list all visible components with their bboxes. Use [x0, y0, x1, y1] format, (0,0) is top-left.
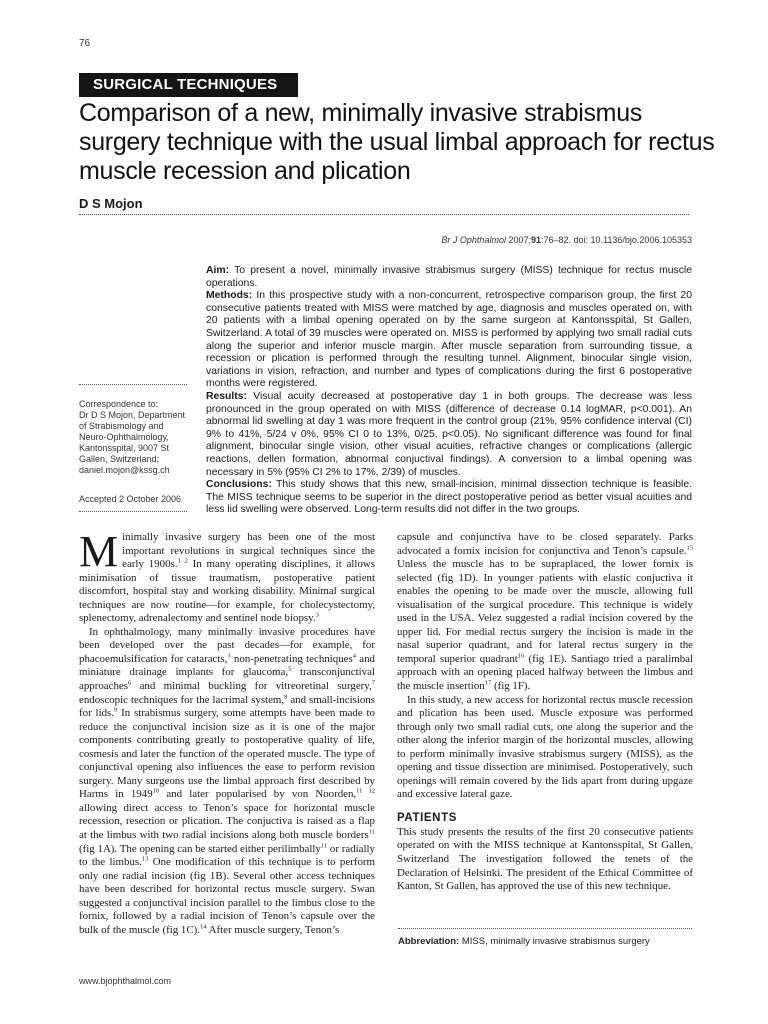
abstract-conclusions: Conclusions: This study shows that this new, small-incision, minimal dissection technique is feasible. The MISS technique seems to be superior in the direct postoperative period as better visual acuities and less lid swelling were observed. Long-term results did not differ in the two groups. [206, 479, 692, 516]
drop-cap: M [79, 527, 119, 576]
abstract-methods: Methods: In this prospective study with a non-concurrent, retrospective comparison group, the first 20 consecutive patients treated with MISS were matched by age, diagnosis and muscles operated on, with 20 patients with a limbal opening operated on by the same surgeon at Kantonsspital, St Gallen, Switzerland. A total of 39 muscles were operated on. MISS is performed by applying two small radial cuts along the superior and inferior muscle margin. After muscle separation from surrounding tissue, a recession or plication is performed through the resulting tunnel. Alignment, binocular single vision, variations in vision, refraction, and number and types of complications during the first 6 postoperative months were registered. [206, 290, 692, 390]
citation-year: 2007; [508, 235, 531, 245]
citation-line [441, 235, 692, 245]
correspondence-block [79, 384, 191, 512]
body-column-right [397, 531, 693, 894]
body-paragraph: Minimally invasive surgery has been one of the most important revolutions in surgical techniques since the early 1900s.$^{1 2}$ In many operating disciplines, it allows minimisation of tissue traumatism, postoperative patient discomfort, hospital stay and working disability. Minimal surgical techniques are now routine—for example, for cholecystectomy, splenectomy, adrenalectomy and sentinel node biopsy.$^3$ [79, 527, 375, 625]
footer-url: www.bjophthalmol.com [79, 976, 172, 986]
correspondence-line: Kantonsspital, 9007 St [79, 443, 170, 453]
correspondence-line: Dr D S Mojon, Department [79, 410, 186, 420]
abbreviation-note: Abbreviation: MISS, minimally invasive strabismus surgery [398, 936, 650, 947]
body-paragraph: In this study, a new access for horizontal rectus muscle recession and plication has been used. Muscle exposure was performed through only two small radial cuts, one along the superior and the other along the inferior margin of the horizontal muscles, allowing to perform minimally invasive strabismus surgery (MISS), as the opening and tissue dissection are minimised. Postoperatively, such openings will remain covered by the lids apart from during upgaze and excessive lateral gaze. [397, 693, 693, 801]
correspondence-email: daniel.mojon@kssg.ch [79, 465, 170, 475]
correspondence-line: of Strabismology and [79, 421, 164, 431]
footnote-divider [398, 928, 692, 929]
body-column-left [79, 527, 376, 937]
author-name: D S Mojon [79, 196, 143, 211]
accepted-date: Accepted 2 October 2006 [79, 494, 182, 504]
citation-doi: :76–82. doi: 10.1136/bjo.2006.105353 [541, 235, 692, 245]
body-paragraph: capsule and conjunctiva have to be closed separately. Parks advocated a fornix incision for conjunctiva and Tenon’s capsule.$^{15}$ Unless the muscle has to be supraplaced, the lower fornix is selected (fig 1D). In younger patients with elastic conjuctiva it enables the opening to be made over the muscle, allowing full visualisation of the surgical procedure. This technique is widely used in the USA. Velez suggested a radial incision covered by the upper lid. For medial rectus surgery the incision is made in the nasal superior quadrant, and for lateral rectus surgery in the temporal superior quadrant$^{16}$ (fig 1E). Santiago tried a paralimbal approach with an opening placed halfway between the limbus and the muscle insertion$^{17}$ (fig 1F). [397, 531, 693, 693]
sidebar-divider [79, 511, 187, 512]
abstract [206, 265, 692, 517]
correspondence-label: Correspondence to: [79, 399, 159, 409]
abstract-results: Results: Visual acuity decreased at postoperative day 1 in both groups. The decrease was less pronounced in the group operated on with MISS (difference of decrease 0.14 logMAR, p<0.001). An abnormal lid swelling at day 1 was more frequent in the control group (21%, 95% confidence interval (CI) 9% to 41%, 5/24 v 0%, 95% CI 0 to 13%, 0/25, p<0.05). No significant difference was found for final alignment, binocular single vision, other visual acuities, refractive changes or complications (allergic reactions, dellen formation, abnormal conjuctival findings). A conversion to a limbal opening was necessary in 5% (95% CI 2% to 17%, 2/39) of muscles. [206, 390, 692, 478]
abstract-aim: Aim: To present a novel, minimally invasive strabismus surgery (MISS) technique for rectus muscle operations. [206, 265, 692, 289]
article-title: Comparison of a new, minimally invasive strabismus surgery technique with the usual limbal approach for rectus muscle recession and plication [79, 99, 715, 185]
journal-name: Br J Ophthalmol [441, 235, 506, 245]
page-number: 76 [79, 38, 91, 49]
section-banner: SURGICAL TECHNIQUES [79, 73, 298, 97]
title-divider [79, 214, 689, 215]
correspondence-line: Neuro-Ophthalmology, [79, 432, 169, 442]
section-heading: PATIENTS [397, 811, 457, 824]
body-paragraph: In ophthalmology, many minimally invasive procedures have been developed over the past decades—for example, for phacoemulsification for cataracts,$^3$ non-penetrating techniques$^4$ and miniature drainage implants for glaucoma,$^5$ transconjunctival approaches$^6$ and minimal buckling for vitreoretinal surgery,$^7$ endoscopic techniques for the lacrimal system,$^8$ and small-incisions for lids.$^9$ In strabismus surgery, some attempts have been made to reduce the conjunctival incision size as it is one of the major components contributing greatly to postoperative quality of life, cosmesis and later the function of the operated muscle. The type of conjunctival opening also influences the ease to perform revision surgery. Many surgeons use the limbal approach first described by Harms in 1949$^{10}$ and later popularised by von Noorden,$^{11 12}$ allowing direct access to Tenon’s space for horizontal muscle recession, resection or plication. The conjuctiva is raised as a flap at the limbus with two radial incisions along both muscle borders$^{11}$ (fig 1A). The opening can be started either perilimbally$^{11}$ or radially to the limbus.$^{13}$ One modification of this technique is to perform only one radial incision (fig 1B). Several other access techniques have been described for horizontal rectus muscle surgery. Swan suggested a conjunctival incision parallel to the limbus close to the fornix, followed by a radial incision of Tenon’s capsule over the bulk of the muscle (fig 1C).$^{14}$ After muscle surgery, Tenon’s [79, 625, 376, 936]
citation-volume: 91 [531, 235, 542, 245]
correspondence-line: Gallen, Switzerland; [79, 454, 160, 464]
body-paragraph: This study presents the results of the first 20 consecutive patients operated on with the MISS technique at Kantonsspital, St Gallen, Switzerland The investigation followed the tenets of the Declaration of Helsinki. The president of the Ethical Committee of Kanton, St Gallen, has approved the use of this new technique. [397, 825, 693, 893]
